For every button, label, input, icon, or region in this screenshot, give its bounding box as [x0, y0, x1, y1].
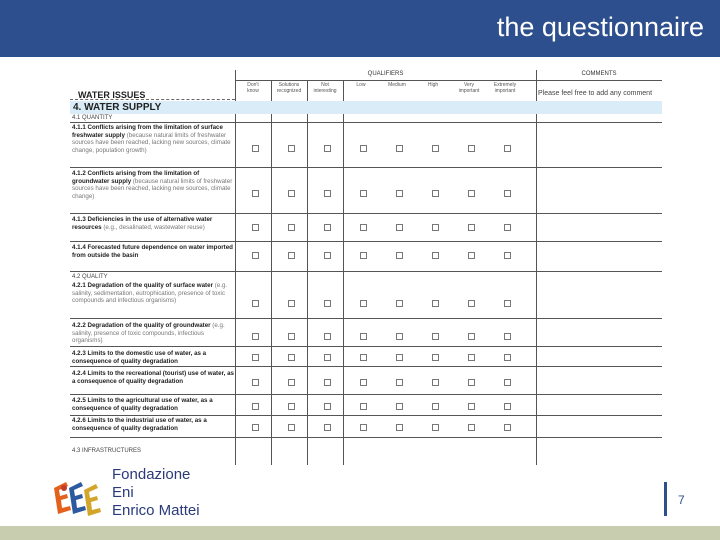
rating-checkbox[interactable]: [252, 145, 259, 152]
grid-line: [307, 80, 308, 465]
question-4-1-2: 4.1.2 Conflicts arising from the limitation of groundwater supply (because natural limits of freshwater sources have been reached, lacking new sources, climate change): [72, 170, 233, 200]
rating-checkbox[interactable]: [432, 424, 439, 431]
rating-checkbox[interactable]: [504, 190, 511, 197]
subsection-quality: 4.2 QUALITY: [72, 274, 108, 280]
rating-checkbox[interactable]: [504, 403, 511, 410]
rating-checkbox[interactable]: [396, 300, 403, 307]
rating-checkbox[interactable]: [504, 300, 511, 307]
row-divider: [70, 437, 662, 438]
rating-checkbox[interactable]: [468, 379, 475, 386]
rating-checkbox[interactable]: [396, 424, 403, 431]
rating-checkbox[interactable]: [252, 224, 259, 231]
rating-checkbox[interactable]: [504, 333, 511, 340]
rating-checkbox[interactable]: [288, 333, 295, 340]
grid-line: [235, 80, 662, 81]
row-divider: [70, 271, 662, 272]
rating-checkbox[interactable]: [468, 190, 475, 197]
rating-checkbox[interactable]: [360, 333, 367, 340]
subsection-quantity: 4.1 QUANTITY: [72, 115, 113, 121]
question-4-1-1: 4.1.1 Conflicts arising from the limitation of surface freshwater supply (because natural limits of freshwater sources have been reached, lacking new sources, climate change, population growth): [72, 124, 231, 154]
column-header-medium: Medium: [388, 82, 406, 88]
rating-checkbox[interactable]: [288, 403, 295, 410]
rating-checkbox[interactable]: [360, 190, 367, 197]
rating-checkbox[interactable]: [396, 354, 403, 361]
question-4-2-5: 4.2.5 Limits to the agricultural use of water, as a consequence of quality degradation: [72, 397, 213, 412]
rating-checkbox[interactable]: [360, 424, 367, 431]
qualifiers-heading: QUALIFIERS: [367, 71, 404, 77]
rating-checkbox[interactable]: [324, 145, 331, 152]
rating-checkbox[interactable]: [468, 300, 475, 307]
rating-checkbox[interactable]: [360, 403, 367, 410]
rating-checkbox[interactable]: [432, 354, 439, 361]
water-issues-heading: WATER ISSUES: [78, 90, 146, 100]
rating-checkbox[interactable]: [324, 333, 331, 340]
column-header-solutions-recognized: Solutions recognized: [276, 82, 302, 94]
rating-checkbox[interactable]: [324, 354, 331, 361]
question-4-1-3: 4.1.3 Deficiencies in the use of alternative water resources (e.g., desalinated, wastewater reuse): [72, 216, 213, 231]
question-4-2-2: 4.2.2 Degradation of the quality of groundwater (e.g. salinity, presence of toxic compounds, infectious organisms): [72, 322, 225, 344]
rating-checkbox[interactable]: [288, 224, 295, 231]
footer-strip: [0, 526, 720, 540]
rating-checkbox[interactable]: [288, 424, 295, 431]
rating-checkbox[interactable]: [432, 224, 439, 231]
rating-checkbox[interactable]: [396, 252, 403, 259]
rating-checkbox[interactable]: [396, 224, 403, 231]
rating-checkbox[interactable]: [432, 190, 439, 197]
row-divider: [70, 346, 662, 347]
column-header-low: Low: [356, 82, 366, 88]
question-4-1-4: 4.1.4 Forecasted future dependence on water imported from outside the basin: [72, 244, 233, 259]
row-divider: [70, 318, 662, 319]
rating-checkbox[interactable]: [288, 190, 295, 197]
rating-checkbox[interactable]: [432, 145, 439, 152]
rating-checkbox[interactable]: [252, 379, 259, 386]
grid-line: [271, 80, 272, 465]
questionnaire-form: [70, 70, 662, 465]
rating-checkbox[interactable]: [324, 379, 331, 386]
row-divider: [70, 394, 662, 395]
rating-checkbox[interactable]: [432, 403, 439, 410]
rating-checkbox[interactable]: [504, 224, 511, 231]
column-header-very-important: Very important: [458, 82, 480, 94]
rating-checkbox[interactable]: [396, 379, 403, 386]
rating-checkbox[interactable]: [396, 333, 403, 340]
rating-checkbox[interactable]: [360, 300, 367, 307]
row-divider: [70, 167, 662, 168]
row-divider: [70, 122, 662, 123]
column-header-high: High: [427, 82, 439, 88]
logo-mark: [54, 482, 101, 516]
row-divider: [70, 213, 662, 214]
row-divider: [70, 241, 662, 242]
rating-checkbox[interactable]: [468, 333, 475, 340]
title-bar: [0, 0, 720, 57]
question-4-2-6: 4.2.6 Limits to the industrial use of water, as a consequence of quality degradation: [72, 417, 207, 432]
fondazione-logo: [50, 478, 106, 518]
rating-checkbox[interactable]: [468, 252, 475, 259]
rating-checkbox[interactable]: [504, 424, 511, 431]
page-divider: [664, 482, 667, 516]
rating-checkbox[interactable]: [504, 379, 511, 386]
rating-checkbox[interactable]: [468, 424, 475, 431]
rating-checkbox[interactable]: [468, 403, 475, 410]
rating-checkbox[interactable]: [324, 300, 331, 307]
rating-checkbox[interactable]: [360, 354, 367, 361]
rating-checkbox[interactable]: [504, 145, 511, 152]
rating-checkbox[interactable]: [252, 252, 259, 259]
rating-checkbox[interactable]: [324, 190, 331, 197]
row-divider: [70, 415, 662, 416]
slide-title: the questionnaire: [496, 12, 704, 42]
subsection-infrastructures: 4.3 INFRASTRUCTURES: [72, 448, 142, 454]
rating-checkbox[interactable]: [360, 145, 367, 152]
rating-checkbox[interactable]: [288, 145, 295, 152]
dashed-divider: [70, 99, 235, 100]
rating-checkbox[interactable]: [504, 354, 511, 361]
rating-checkbox[interactable]: [396, 403, 403, 410]
rating-checkbox[interactable]: [432, 379, 439, 386]
foundation-name: Fondazione Eni Enrico Mattei: [112, 466, 200, 519]
rating-checkbox[interactable]: [324, 224, 331, 231]
column-header-not-interesting: Not interesting: [313, 82, 337, 94]
rating-checkbox[interactable]: [288, 379, 295, 386]
comment-instruction: Please feel free to add any comment: [538, 90, 653, 97]
rating-checkbox[interactable]: [252, 333, 259, 340]
grid-line: [536, 70, 537, 465]
rating-checkbox[interactable]: [360, 252, 367, 259]
comments-heading: COMMENTS: [581, 71, 617, 77]
question-4-2-3: 4.2.3 Limits to the domestic use of water, as a consequence of quality degradation: [72, 350, 207, 365]
rating-checkbox[interactable]: [432, 300, 439, 307]
column-header-extremely-important: Extremely important: [493, 82, 517, 94]
rating-checkbox[interactable]: [288, 252, 295, 259]
rating-checkbox[interactable]: [252, 424, 259, 431]
rating-checkbox[interactable]: [360, 224, 367, 231]
rating-checkbox[interactable]: [252, 190, 259, 197]
question-4-2-4: 4.2.4 Limits to the recreational (tourist) use of water, as a consequence of quality degradation: [72, 370, 234, 385]
rating-checkbox[interactable]: [360, 379, 367, 386]
rating-checkbox[interactable]: [468, 354, 475, 361]
question-4-2-1: 4.2.1 Degradation of the quality of surface water (e.g. salinity, sedimentation, eutrophication, presence of toxic compounds and infectious organisms): [72, 282, 228, 304]
rating-checkbox[interactable]: [324, 252, 331, 259]
grid-line: [235, 70, 236, 465]
rating-checkbox[interactable]: [252, 354, 259, 361]
rating-checkbox[interactable]: [432, 333, 439, 340]
page-number: 7: [678, 493, 685, 507]
column-header-dont-know: Don't know: [247, 82, 259, 94]
rating-checkbox[interactable]: [288, 300, 295, 307]
rating-checkbox[interactable]: [504, 252, 511, 259]
rating-checkbox[interactable]: [468, 145, 475, 152]
rating-checkbox[interactable]: [396, 190, 403, 197]
rating-checkbox[interactable]: [252, 403, 259, 410]
section-title: 4. WATER SUPPLY: [73, 102, 162, 113]
rating-checkbox[interactable]: [252, 300, 259, 307]
grid-line: [343, 80, 344, 465]
rating-checkbox[interactable]: [468, 224, 475, 231]
rating-checkbox[interactable]: [432, 252, 439, 259]
rating-checkbox[interactable]: [288, 354, 295, 361]
rating-checkbox[interactable]: [324, 424, 331, 431]
rating-checkbox[interactable]: [324, 403, 331, 410]
row-divider: [70, 366, 662, 367]
rating-checkbox[interactable]: [396, 145, 403, 152]
